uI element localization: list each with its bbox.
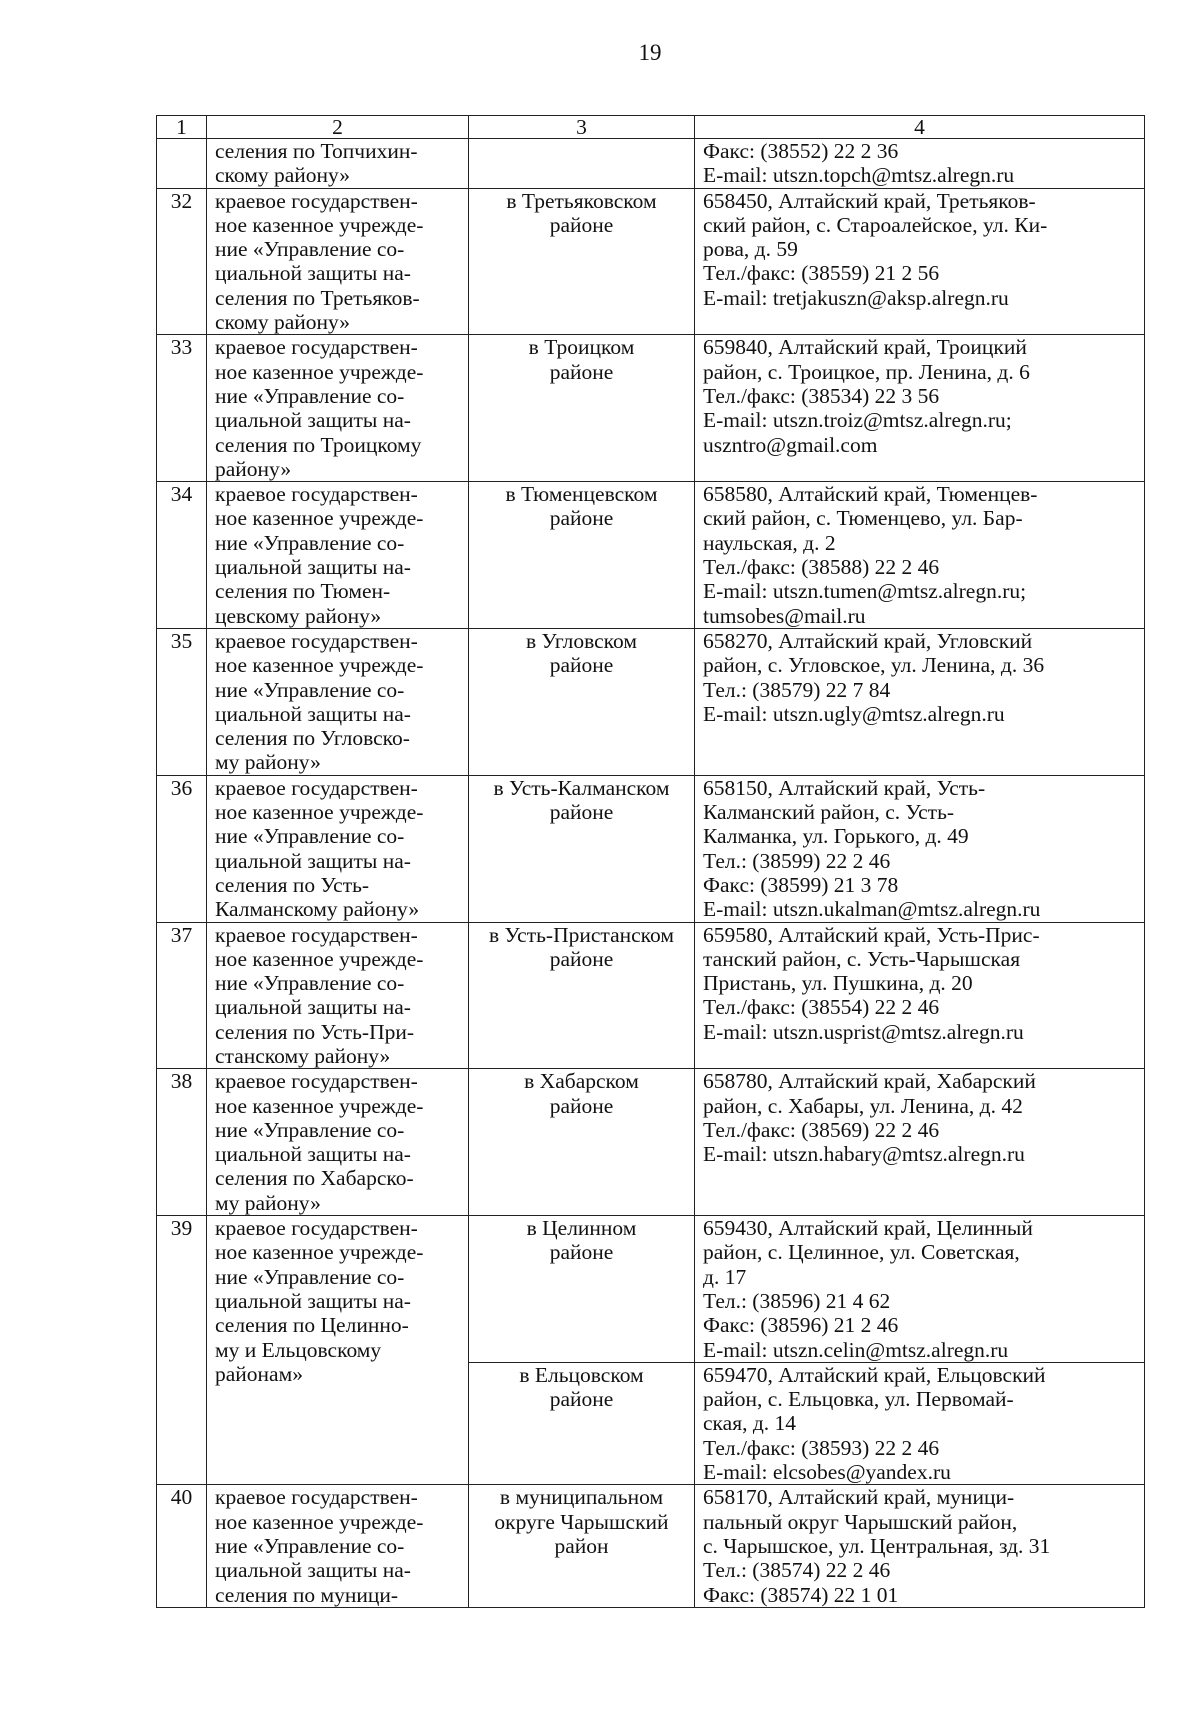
- territory-cell: [469, 1069, 695, 1216]
- row-number-cell: 33: [157, 335, 207, 482]
- territory-line: в Третьяковском: [506, 188, 657, 213]
- table-row: [157, 1069, 1145, 1216]
- territory-cell: [469, 1485, 695, 1607]
- address-cell: [695, 482, 1145, 629]
- institution-name-line: ние «Управление со-: [215, 383, 405, 408]
- institution-name-cell: [207, 1216, 469, 1485]
- address-line: E-mail: utszn.troiz@mtsz.alregn.ru;: [703, 408, 1012, 433]
- address-line: ская, д. 14: [703, 1411, 797, 1436]
- table-row: [157, 775, 1145, 922]
- address-line: uszntro@gmail.com: [703, 432, 878, 457]
- territory-line: районе: [549, 653, 614, 678]
- address-cell: [695, 628, 1145, 775]
- territory-cell: [469, 775, 695, 922]
- address-line: tumsobes@mail.ru: [703, 603, 866, 628]
- territory-line: в Хабарском: [524, 1069, 639, 1094]
- address-line: Тел./факс: (38554) 22 2 46: [703, 995, 940, 1020]
- territory-line: в Целинном: [526, 1216, 637, 1241]
- address-line: Тел.: (38596) 21 4 62: [703, 1288, 891, 1313]
- institution-name-line: циальной защиты на-: [215, 701, 411, 726]
- institution-name-line: му и Ельцовскому: [215, 1337, 382, 1362]
- address-line: Факс: (38596) 21 2 46: [703, 1313, 899, 1338]
- institution-name-line: ние «Управление со-: [215, 1533, 405, 1558]
- address-line: Факс: (38599) 21 3 78: [703, 872, 899, 897]
- address-line: 658170, Алтайский край, муници-: [703, 1485, 1015, 1510]
- address-cell: [695, 188, 1145, 335]
- address-cell: [695, 1069, 1145, 1216]
- table-row: [157, 482, 1145, 629]
- table-body: [157, 139, 1145, 1608]
- territory-line: округе Чарышский: [494, 1509, 669, 1534]
- table-row: [157, 922, 1145, 1069]
- institution-name-line: циальной защиты на-: [215, 261, 411, 286]
- institution-name-line: селения по Угловско-: [215, 726, 410, 751]
- institution-name-line: району»: [215, 456, 292, 481]
- address-line: наульская, д. 2: [703, 530, 836, 555]
- institution-name-line: краевое государствен-: [215, 335, 418, 360]
- institution-name-line: краевое государствен-: [215, 188, 418, 213]
- table-row: [157, 188, 1145, 335]
- territory-cell: [469, 628, 695, 775]
- territory-cell: [469, 188, 695, 335]
- address-line: район, с. Целинное, ул. Советская,: [703, 1240, 1020, 1265]
- institution-name-line: ние «Управление со-: [215, 530, 405, 555]
- address-cell: [695, 139, 1145, 189]
- table-row: [157, 335, 1145, 482]
- row-number-cell: 32: [157, 188, 207, 335]
- institution-name-line: ное казенное учрежде-: [215, 1093, 424, 1118]
- address-line: Факс: (38552) 22 2 36: [703, 139, 899, 163]
- address-line: ский район, с. Староалейское, ул. Ки-: [703, 212, 1048, 237]
- institution-name-line: цевскому району»: [215, 603, 382, 628]
- address-line: Тел./факс: (38588) 22 2 46: [703, 555, 940, 580]
- territory-line: районе: [549, 1093, 614, 1118]
- table-row: [157, 1485, 1145, 1607]
- table-row-continuation: [157, 139, 1145, 189]
- address-line: 658580, Алтайский край, Тюменцев-: [703, 482, 1038, 507]
- institution-name-cell: [207, 775, 469, 922]
- row-number-cell: [157, 139, 207, 189]
- address-line: ский район, с. Тюменцево, ул. Бар-: [703, 506, 1023, 531]
- address-line: рова, д. 59: [703, 237, 798, 262]
- address-line: Тел./факс: (38534) 22 3 56: [703, 383, 940, 408]
- institution-name-line: ное казенное учрежде-: [215, 212, 424, 237]
- address-line: Тел.: (38579) 22 7 84: [703, 677, 891, 702]
- institution-name-line: ное казенное учрежде-: [215, 1240, 424, 1265]
- territory-cell: [469, 335, 695, 482]
- institution-name-line: краевое государствен-: [215, 1069, 418, 1094]
- territory-line: в Ельцовском: [519, 1362, 644, 1387]
- institution-name-line: ное казенное учрежде-: [215, 1509, 424, 1534]
- institution-name-line: му району»: [215, 750, 321, 775]
- territory-cell: [469, 1362, 695, 1484]
- row-number-cell: 38: [157, 1069, 207, 1216]
- row-number-cell: 36: [157, 775, 207, 922]
- institution-name-line: циальной защиты на-: [215, 1142, 411, 1167]
- institution-name-line: циальной защиты на-: [215, 408, 411, 433]
- territory-line: в Тюменцевском: [505, 482, 658, 507]
- address-line: Калманский район, с. Усть-: [703, 800, 955, 825]
- territory-line: в Троицком: [528, 335, 635, 360]
- institution-name-line: циальной защиты на-: [215, 995, 411, 1020]
- address-line: E-mail: elcsobes@yandex.ru: [703, 1460, 951, 1485]
- address-line: танский район, с. Усть-Чарышская: [703, 946, 1021, 971]
- institution-name-line: селения по Хабарско-: [215, 1166, 414, 1191]
- table-row: [157, 1216, 1145, 1363]
- address-line: E-mail: utszn.tumen@mtsz.alregn.ru;: [703, 579, 1027, 604]
- row-number-cell: 34: [157, 482, 207, 629]
- institution-name-line: селения по Топчихин-: [215, 139, 418, 163]
- row-number-cell: 37: [157, 922, 207, 1069]
- address-cell: [695, 1362, 1145, 1484]
- address-line: район, с. Ельцовка, ул. Первомай-: [703, 1387, 1014, 1412]
- institution-name-line: циальной защиты на-: [215, 848, 411, 873]
- address-line: E-mail: tretjakuszn@aksp.alregn.ru: [703, 285, 1009, 310]
- territory-line: районе: [549, 800, 614, 825]
- institution-name-line: краевое государствен-: [215, 628, 418, 653]
- territory-line: районе: [549, 1240, 614, 1265]
- address-line: 659580, Алтайский край, Усть-Прис-: [703, 922, 1040, 947]
- address-line: д. 17: [703, 1264, 747, 1289]
- address-cell: [695, 922, 1145, 1069]
- territory-line: в муниципальном: [499, 1485, 664, 1510]
- address-cell: [695, 335, 1145, 482]
- address-line: Тел./факс: (38569) 22 2 46: [703, 1117, 940, 1142]
- address-line: район, с. Троицкое, пр. Ленина, д. 6: [703, 359, 1030, 384]
- address-line: Тел.: (38574) 22 2 46: [703, 1558, 891, 1583]
- institution-name-line: ное казенное учрежде-: [215, 800, 424, 825]
- address-line: Калманка, ул. Горького, д. 49: [703, 824, 969, 849]
- column-header-3: 3: [469, 116, 695, 139]
- address-line: E-mail: utszn.ugly@mtsz.alregn.ru: [703, 701, 1005, 726]
- institution-name-cell: [207, 335, 469, 482]
- institution-name-line: станскому району»: [215, 1043, 391, 1068]
- territory-cell: [469, 482, 695, 629]
- institution-name-cell: [207, 482, 469, 629]
- row-number-cell: 35: [157, 628, 207, 775]
- address-line: 658450, Алтайский край, Третьяков-: [703, 188, 1036, 213]
- institution-name-line: селения по Третьяков-: [215, 285, 420, 310]
- institution-name-line: ние «Управление со-: [215, 824, 405, 849]
- territory-cell: [469, 139, 695, 189]
- institution-name-cell: [207, 188, 469, 335]
- row-number-cell: 40: [157, 1485, 207, 1607]
- territory-line: в Усть-Пристанском: [489, 922, 674, 947]
- address-line: Тел./факс: (38593) 22 2 46: [703, 1435, 940, 1460]
- institution-name-line: ние «Управление со-: [215, 971, 405, 996]
- column-header-1: 1: [157, 116, 207, 139]
- territory-line: район: [554, 1533, 609, 1558]
- address-cell: [695, 775, 1145, 922]
- territory-line: районе: [549, 359, 614, 384]
- address-line: 659430, Алтайский край, Целинный: [703, 1216, 1033, 1241]
- institution-name-line: скому району»: [215, 163, 351, 188]
- table-row: [157, 628, 1145, 775]
- institution-name-line: краевое государствен-: [215, 775, 418, 800]
- institution-name-cell: [207, 628, 469, 775]
- institution-name-cell: [207, 922, 469, 1069]
- institution-name-line: селения по Усть-При-: [215, 1019, 415, 1044]
- address-line: Факс: (38574) 22 1 01: [703, 1582, 899, 1607]
- institution-name-line: краевое государствен-: [215, 1216, 418, 1241]
- address-line: 658150, Алтайский край, Усть-: [703, 775, 986, 800]
- address-line: 659840, Алтайский край, Троицкий: [703, 335, 1027, 360]
- territory-line: районе: [549, 946, 614, 971]
- address-line: Пристань, ул. Пушкина, д. 20: [703, 971, 973, 996]
- column-header-4: 4: [695, 116, 1145, 139]
- institution-name-line: селения по муници-: [215, 1582, 399, 1607]
- institution-name-line: Калманскому району»: [215, 897, 420, 922]
- institution-name-cell: [207, 1485, 469, 1607]
- address-line: E-mail: utszn.ukalman@mtsz.alregn.ru: [703, 897, 1041, 922]
- institution-name-line: скому району»: [215, 310, 351, 335]
- territory-line: районе: [549, 506, 614, 531]
- page-number: 19: [638, 40, 662, 65]
- institutions-table: [156, 115, 1145, 1608]
- address-cell: [695, 1485, 1145, 1607]
- institution-name-line: ное казенное учрежде-: [215, 359, 424, 384]
- row-number-cell: 39: [157, 1216, 207, 1485]
- address-line: пальный округ Чарышский район,: [703, 1509, 1018, 1534]
- institution-name-line: циальной защиты на-: [215, 1558, 411, 1583]
- address-line: E-mail: utszn.topch@mtsz.alregn.ru: [703, 163, 1015, 188]
- institution-name-line: ное казенное учрежде-: [215, 506, 424, 531]
- territory-line: в Усть-Калманском: [493, 775, 670, 800]
- institution-name-line: краевое государствен-: [215, 922, 418, 947]
- territory-line: в Угловском: [526, 628, 637, 653]
- institution-name-line: ное казенное учрежде-: [215, 653, 424, 678]
- institution-name-line: ние «Управление со-: [215, 677, 405, 702]
- institution-name-line: селения по Тюмен-: [215, 579, 391, 604]
- address-line: Тел./факс: (38559) 21 2 56: [703, 261, 940, 286]
- address-line: 659470, Алтайский край, Ельцовский: [703, 1362, 1046, 1387]
- institution-name-cell: [207, 139, 469, 189]
- territory-line: районе: [549, 212, 614, 237]
- institution-name-cell: [207, 1069, 469, 1216]
- address-line: 658780, Алтайский край, Хабарский: [703, 1069, 1036, 1094]
- institution-name-line: селения по Троицкому: [215, 432, 422, 457]
- territory-cell: [469, 1216, 695, 1363]
- institution-name-line: районам»: [215, 1361, 303, 1386]
- institution-name-line: ние «Управление со-: [215, 1264, 405, 1289]
- institution-name-line: ние «Управление со-: [215, 237, 405, 262]
- address-line: E-mail: utszn.usprist@mtsz.alregn.ru: [703, 1019, 1024, 1044]
- institution-name-line: ние «Управление со-: [215, 1117, 405, 1142]
- address-line: E-mail: utszn.celin@mtsz.alregn.ru: [703, 1337, 1009, 1362]
- institution-name-line: циальной защиты на-: [215, 1288, 411, 1313]
- address-line: район, с. Угловское, ул. Ленина, д. 36: [703, 653, 1045, 678]
- address-cell: [695, 1216, 1145, 1363]
- institution-name-line: циальной защиты на-: [215, 555, 411, 580]
- address-line: E-mail: utszn.habary@mtsz.alregn.ru: [703, 1142, 1025, 1167]
- institution-name-line: краевое государствен-: [215, 1485, 418, 1510]
- territory-cell: [469, 922, 695, 1069]
- territory-line: районе: [549, 1387, 614, 1412]
- address-line: Тел.: (38599) 22 2 46: [703, 848, 891, 873]
- institution-name-line: селения по Целинно-: [215, 1313, 409, 1338]
- address-line: 658270, Алтайский край, Угловский: [703, 628, 1033, 653]
- institution-name-line: му району»: [215, 1190, 321, 1215]
- institution-name-line: краевое государствен-: [215, 482, 418, 507]
- institution-name-line: селения по Усть-: [215, 872, 370, 897]
- address-line: район, с. Хабары, ул. Ленина, д. 42: [703, 1093, 1023, 1118]
- address-line: с. Чарышское, ул. Центральная, зд. 31: [703, 1533, 1051, 1558]
- column-header-2: 2: [207, 116, 469, 139]
- table-header-row: [157, 116, 1145, 139]
- institution-name-line: ное казенное учрежде-: [215, 946, 424, 971]
